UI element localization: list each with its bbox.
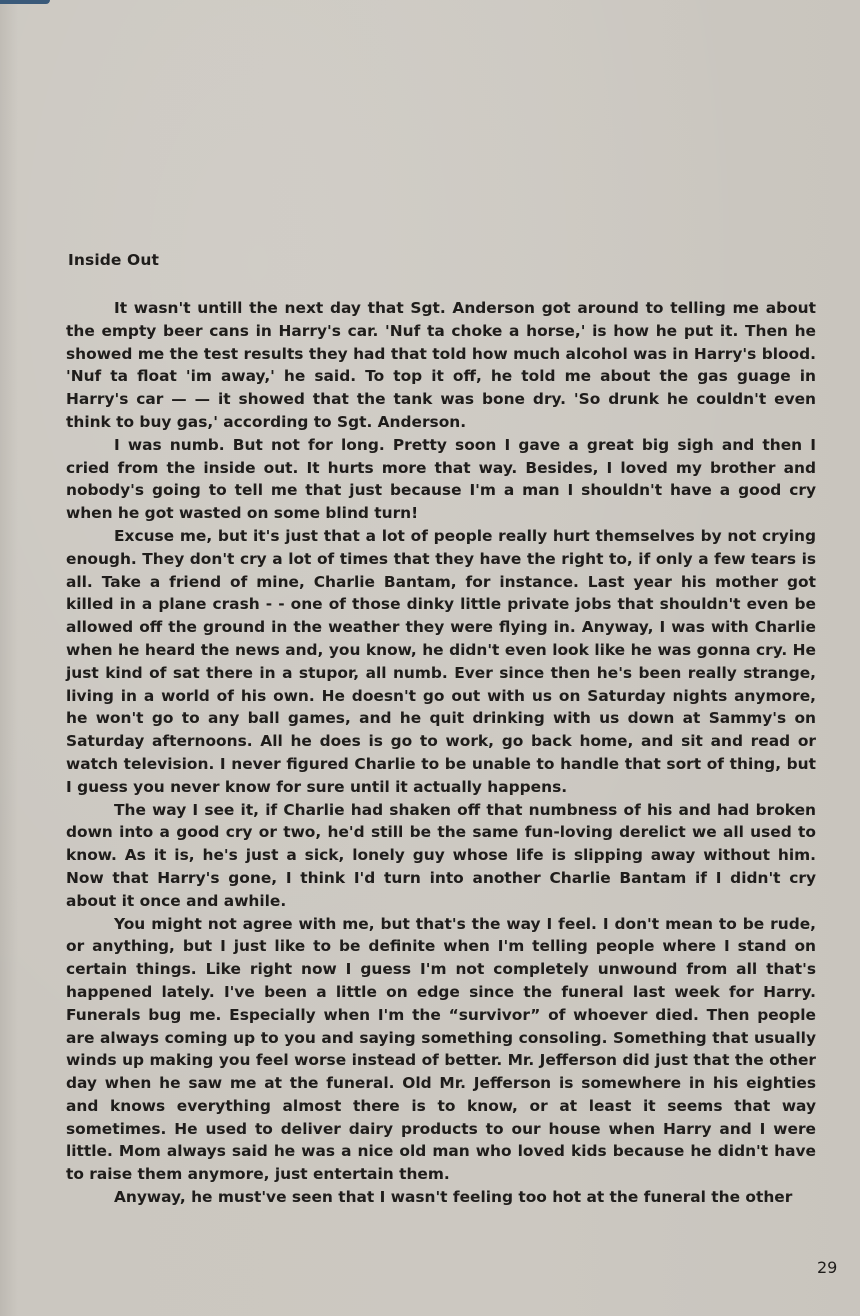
paragraph-3: Excuse me, but it's just that a lot of people really hurt themselves by not crying enough. They don't cry a lot of times that they have the right to, if only a few tears is all. Take a friend of mine, Charlie Bantam, for instance. Last year his mother got killed in a plane crash - - one of those dinky little private jobs that shouldn't even be allowed off the ground in the weather they were flying in. Anyway, I was with Charlie when he heard the news and, you know, he didn't even look like he was gonna cry. He just kind of sat there in a stupor, all numb. Ever since then he's been really strange, living in a world of his own. He doesn't go out with us on Saturday nights anymore, he won't go to any ball games, and he quit drinking with us down at Sammy's on Saturday afternoons. All he does is go to work, go back home, and sit and read or watch television. I never figured Charlie to be unable to handle that sort of thing, but I guess you never know for sure until it actually happens. bbox=[66, 526, 816, 796]
paragraph-1: It wasn't untill the next day that Sgt. Anderson got around to telling me about the empty beer cans in Harry's car. 'Nuf ta choke a horse,' is how he put it. Then he showed me the test results they had that told how much alcohol was in Harry's blood. 'Nuf ta float 'im away,' he said. To top it off, he told me about the gas guage in Harry's car — — it showed that the tank was bone dry. 'So drunk he couldn't even think to buy gas,' according to Sgt. Anderson. bbox=[66, 299, 816, 431]
paragraph-4: The way I see it, if Charlie had shaken off that numbness of his and had broken down into a good cry or two, he'd still be the same fun-loving derelict we all used to know. As it is, he's just a sick, lonely guy whose life is slipping away without him. Now that Harry's gone, I think I'd turn into another Charlie Bantam if I didn't cry about it once and awhile. bbox=[66, 800, 816, 910]
page-number: 29 bbox=[817, 1258, 838, 1277]
chapter-title: Inside Out bbox=[68, 251, 159, 269]
paragraph-6: Anyway, he must've seen that I wasn't feeling too hot at the funeral the other bbox=[114, 1188, 793, 1207]
paragraph-5: You might not agree with me, but that's the way I feel. I don't mean to be rude, or anything, but I just like to be definite when I'm telling people where I stand on certain things. Like right now I guess I'm not completely unwound from all that's happened lately. I've been a little on edge since the funeral last week for Harry. Funerals bug me. Especially when I'm the “survivor” of whoever died. Then people are always coming up to you and saying something consoling. Something that usually winds up making you feel worse instead of better. Mr. Jefferson did just that the other day when he saw me at the funeral. Old Mr. Jefferson is somewhere in his eighties and knows everything almost there is to know, or at least it seems that way sometimes. He used to deliver dairy products to our house when Harry and I were little. Mom always said he was a nice old man who loved kids because he didn't have to raise them anymore, just entertain them. bbox=[66, 914, 816, 1184]
body-text bbox=[66, 297, 816, 1209]
paragraph-2: I was numb. But not for long. Pretty soon I gave a great big sigh and then I cried from the inside out. It hurts more that way. Besides, I loved my brother and nobody's going to tell me that just because I'm a man I shouldn't have a good cry when he got wasted on some blind turn! bbox=[66, 435, 816, 523]
corner-mark bbox=[0, 0, 50, 4]
